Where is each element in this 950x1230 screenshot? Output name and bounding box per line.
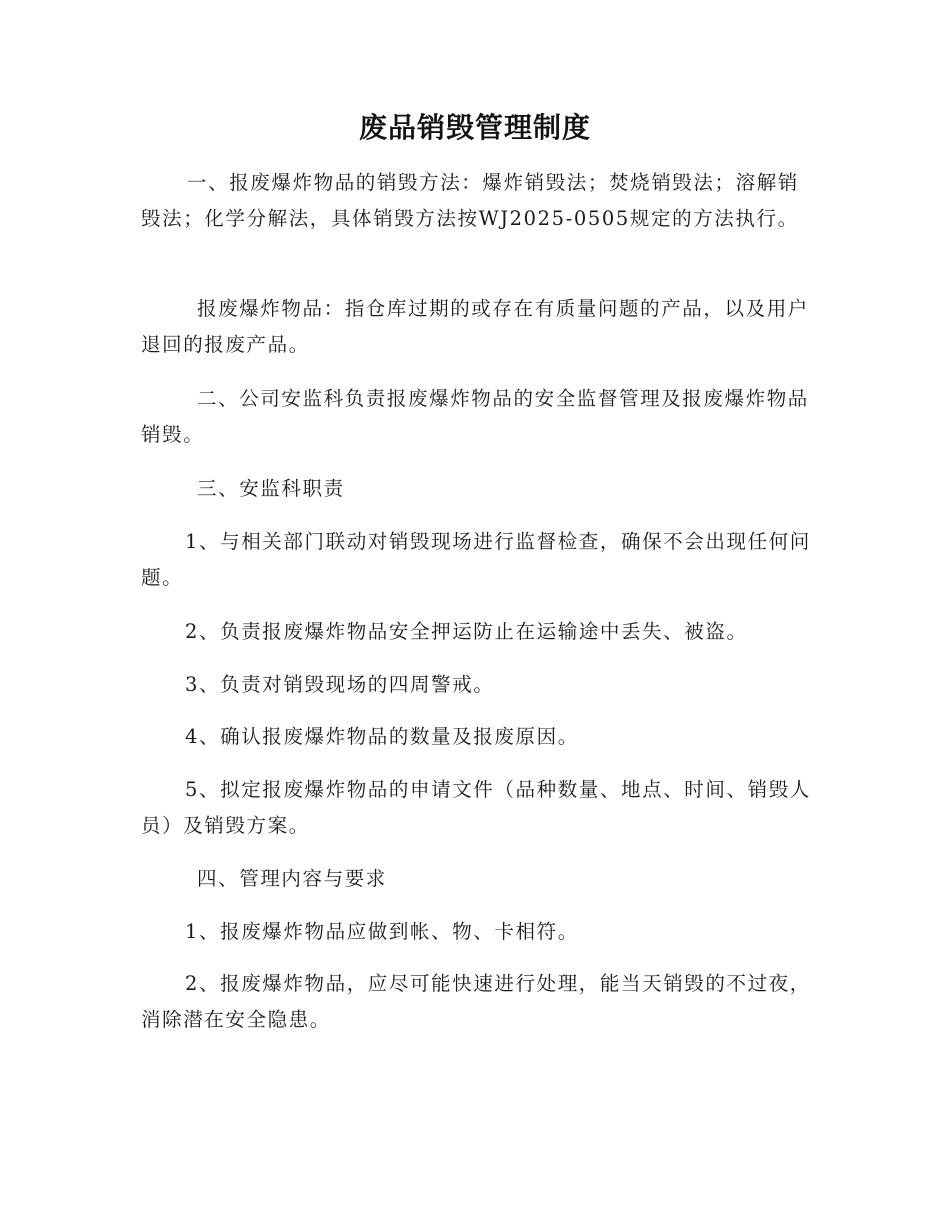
section-heading-duties: 三、安监科职责 [197, 477, 345, 500]
duty-item-1: 1、与相关部门联动对销毁现场进行监督检查，确保不会出现任何问题。 [141, 530, 811, 589]
document-title: 废品销毁管理制度 [358, 111, 591, 144]
requirement-item-2: 2、报废爆炸物品，应尽可能快速进行处理，能当天销毁的不过夜，消除潜在安全隐患。 [141, 972, 811, 1031]
paragraph-destruction-methods: 一、报废爆炸物品的销毁方法：爆炸销毁法；焚烧销毁法；溶解销毁法；化学分解法，具体销毁方法按WJ2025-0505规定的方法执行。 [141, 171, 799, 230]
paragraph-safety-dept-responsibility: 二、公司安监科负责报废爆炸物品的安全监督管理及报废爆炸物品销毁。 [141, 387, 809, 446]
section-heading-requirements: 四、管理内容与要求 [197, 867, 387, 890]
duty-item-5: 5、拟定报废爆炸物品的申请文件（品种数量、地点、时间、销毁人员）及销毁方案。 [141, 778, 811, 837]
duty-item-2: 2、负责报废爆炸物品安全押运防止在运输途中丢失、被盗。 [185, 620, 748, 643]
duty-item-4: 4、确认报废爆炸物品的数量及报废原因。 [185, 725, 579, 748]
paragraph-scrap-definition: 报废爆炸物品：指仓库过期的或存在有质量问题的产品，以及用户退回的报废产品。 [141, 297, 809, 356]
requirement-item-1: 1、报废爆炸物品应做到帐、物、卡相符。 [185, 920, 579, 943]
duty-item-3: 3、负责对销毁现场的四周警戒。 [185, 673, 495, 696]
